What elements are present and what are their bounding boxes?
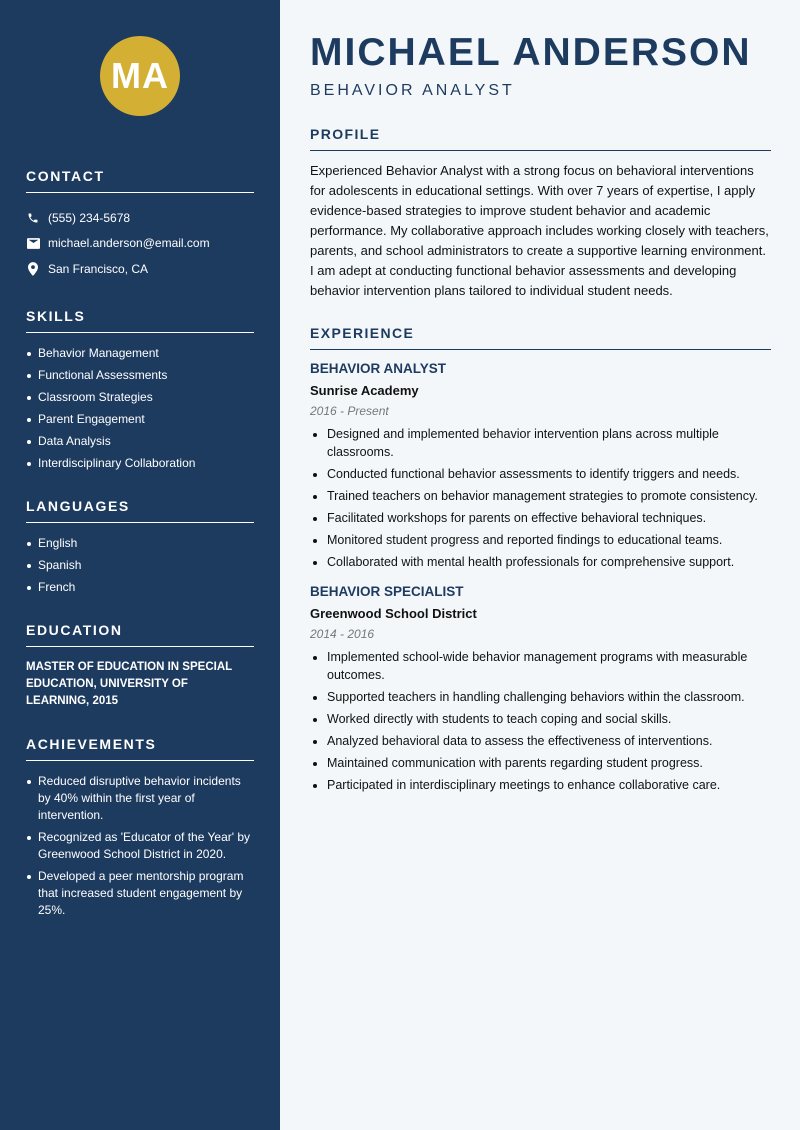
list-item: Developed a peer mentorship program that increased student engagement by 25%. — [26, 868, 254, 919]
list-item: Worked directly with students to teach coping and social skills. — [310, 711, 771, 729]
contact-phone — [26, 205, 254, 231]
profile-section — [310, 126, 771, 301]
achievements-list — [26, 773, 254, 919]
list-item: Recognized as 'Educator of the Year' by Greenwood School District in 2020. — [26, 829, 254, 863]
list-item: Maintained communication with parents regarding student progress. — [310, 755, 771, 773]
location-pin-icon — [26, 262, 40, 276]
skills-section — [26, 308, 254, 472]
avatar-initials: MA — [111, 55, 169, 96]
list-item: Implemented school-wide behavior management programs with measurable outcomes. — [310, 649, 771, 684]
education-section — [26, 622, 254, 710]
contact-location-text: San Francisco, CA — [48, 261, 149, 276]
job-entry — [310, 360, 771, 571]
contact-section — [26, 168, 254, 282]
list-item: Conducted functional behavior assessments to identify triggers and needs. — [310, 466, 771, 484]
job-bullets — [310, 426, 771, 571]
list-item: Designed and implemented behavior intervention plans across multiple classrooms. — [310, 426, 771, 461]
languages-section — [26, 498, 254, 596]
skills-list — [26, 345, 254, 472]
list-item: Functional Assessments — [26, 367, 254, 384]
avatar — [100, 36, 180, 116]
person-role: BEHAVIOR ANALYST — [310, 82, 515, 99]
job-entry — [310, 583, 771, 794]
list-item: Data Analysis — [26, 433, 254, 450]
list-item: Parent Engagement — [26, 411, 254, 428]
main-content — [280, 0, 800, 1130]
contact-phone-text: (555) 234-5678 — [48, 210, 131, 225]
list-item: Supported teachers in handling challenging behaviors within the classroom. — [310, 689, 771, 707]
company-name: Sunrise Academy — [310, 383, 419, 398]
achievements-heading: ACHIEVEMENTS — [26, 736, 254, 761]
contact-location — [26, 256, 254, 282]
contact-email — [26, 231, 254, 257]
envelope-icon — [26, 236, 40, 250]
job-title: BEHAVIOR ANALYST — [310, 361, 447, 376]
list-item: Behavior Management — [26, 345, 254, 362]
experience-section — [310, 325, 771, 794]
education-text: MASTER OF EDUCATION IN SPECIAL EDUCATION, UNIVERSITY OF LEARNING, 2015 — [26, 660, 232, 707]
education-heading: EDUCATION — [26, 622, 254, 647]
achievements-section — [26, 736, 254, 919]
list-item: Interdisciplinary Collaboration — [26, 455, 254, 472]
list-item: English — [26, 535, 254, 552]
languages-heading: LANGUAGES — [26, 498, 254, 523]
skills-heading: SKILLS — [26, 308, 254, 333]
job-dates: 2014 - 2016 — [310, 627, 375, 641]
sidebar — [0, 0, 280, 1130]
languages-list — [26, 535, 254, 596]
list-item: Classroom Strategies — [26, 389, 254, 406]
phone-icon — [26, 211, 40, 225]
job-title: BEHAVIOR SPECIALIST — [310, 584, 464, 599]
profile-text: Experienced Behavior Analyst with a strong focus on behavioral interventions for adolescents in educational settings. With over 7 years of expertise, I apply evidence-based strategies to improve student behavior and academic performance. My collaborative approach includes working closely with teachers, parents, and school administrators to create a supportive learning environment. I am adept at conducting functional behavior assessments and developing behavior intervention plans tailored to individual student needs. — [310, 163, 769, 298]
experience-heading: EXPERIENCE — [310, 325, 771, 350]
job-bullets — [310, 649, 771, 794]
list-item: Participated in interdisciplinary meetings to enhance collaborative care. — [310, 777, 771, 795]
contact-email-text[interactable]: michael.anderson@email.com — [48, 236, 210, 251]
list-item: Trained teachers on behavior management strategies to promote consistency. — [310, 488, 771, 506]
company-name: Greenwood School District — [310, 606, 477, 621]
list-item: Spanish — [26, 557, 254, 574]
profile-heading: PROFILE — [310, 126, 771, 151]
list-item: Collaborated with mental health professionals for comprehensive support. — [310, 554, 771, 572]
contact-heading: CONTACT — [26, 168, 254, 193]
list-item: Facilitated workshops for parents on effective behavioral techniques. — [310, 510, 771, 528]
list-item: Reduced disruptive behavior incidents by 40% within the first year of intervention. — [26, 773, 254, 824]
job-dates: 2016 - Present — [310, 404, 389, 418]
person-name: MICHAEL ANDERSON — [310, 31, 752, 74]
list-item: French — [26, 579, 254, 596]
list-item: Monitored student progress and reported findings to educational teams. — [310, 532, 771, 550]
list-item: Analyzed behavioral data to assess the effectiveness of interventions. — [310, 733, 771, 751]
